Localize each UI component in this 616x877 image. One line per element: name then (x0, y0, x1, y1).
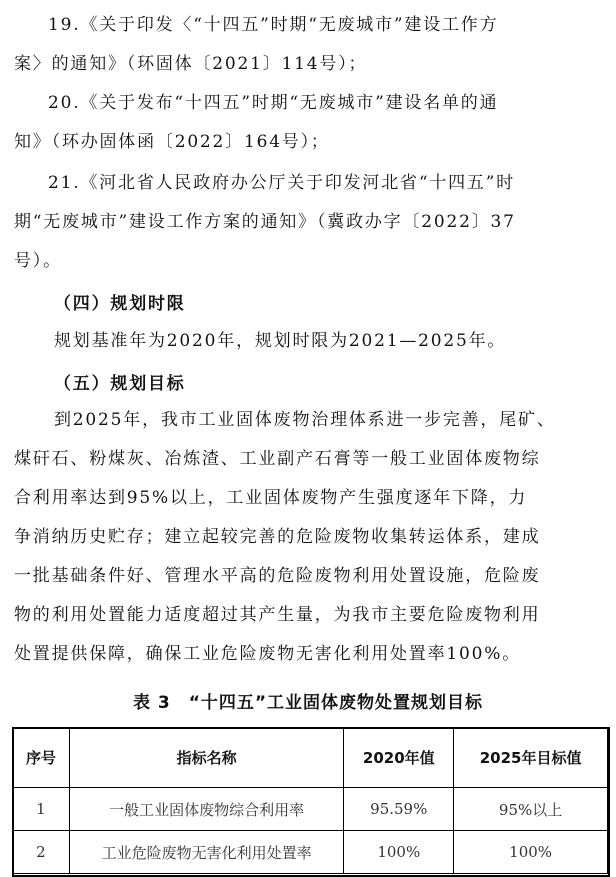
text-line: 合利用率达到95%以上，工业固体废物产生强度逐年下降，力 (14, 488, 528, 508)
text-line: 知》（环办固体函〔2022〕164号）； (14, 132, 330, 152)
cell-index: 2 (13, 831, 70, 874)
reference-item-20 (14, 84, 604, 162)
goals-paragraph (14, 401, 604, 674)
section-heading-timeframe: （四）规划时限 (54, 294, 186, 314)
timeframe-paragraph (14, 322, 604, 361)
cell-2020-value: 95.59% (344, 788, 454, 831)
text-line: 争消纳历史贮存；建立起较完善的危险废物收集转运体系，建成 (14, 527, 541, 547)
header-2020-value: 2020年值 (344, 728, 454, 788)
text-line: 案〉的通知》（环固体〔2021〕114号）； (14, 54, 368, 74)
text-line: 19.《关于印发〈“十四五”时期“无废城市”建设工作方 (48, 15, 499, 35)
targets-table (12, 727, 608, 874)
text-line: 到2025年，我市工业固体废物治理体系进一步完善，尾矿、 (54, 410, 556, 430)
text-line: 一批基础条件好、管理水平高的危险废物利用处置设施，危险废 (14, 566, 541, 586)
reference-item-19 (14, 6, 604, 84)
table-caption: 表 3 “十四五”工业固体废物处置规划目标 (132, 693, 484, 713)
cell-index: 1 (13, 788, 70, 831)
cell-2025-target: 100% (454, 831, 608, 874)
reference-item-21 (14, 164, 604, 281)
text-line: 号）。 (14, 251, 62, 271)
cell-2025-target: 95%以上 (454, 788, 608, 831)
text-line: 期“无废城市”建设工作方案的通知》（冀政办字〔2022〕37 (14, 212, 516, 232)
header-index: 序号 (13, 728, 70, 788)
cell-indicator: 工业危险废物无害化利用处置率 (69, 831, 343, 874)
text-line: 煤矸石、粉煤灰、冶炼渣、工业副产石膏等一般工业固体废物综 (14, 449, 541, 469)
text-line: 处置提供保障，确保工业危险废物无害化利用处置率100%。 (14, 644, 521, 664)
table-row (13, 788, 608, 831)
section-heading-goals: （五）规划目标 (54, 374, 186, 394)
table-header-row (13, 728, 608, 788)
text-line: 21.《河北省人民政府办公厅关于印发河北省“十四五”时 (48, 173, 516, 193)
cell-indicator: 一般工业固体废物综合利用率 (69, 788, 343, 831)
text-line: 物的利用处置能力适度超过其产生量，为我市主要危险废物利用 (14, 605, 541, 625)
header-2025-target: 2025年目标值 (454, 728, 608, 788)
header-indicator: 指标名称 (69, 728, 343, 788)
text-line: 规划基准年为2020年，规划时限为2021—2025年。 (54, 331, 507, 351)
table-row (13, 831, 608, 874)
cell-2020-value: 100% (344, 831, 454, 874)
text-line: 20.《关于发布“十四五”时期“无废城市”建设名单的通 (48, 93, 499, 113)
